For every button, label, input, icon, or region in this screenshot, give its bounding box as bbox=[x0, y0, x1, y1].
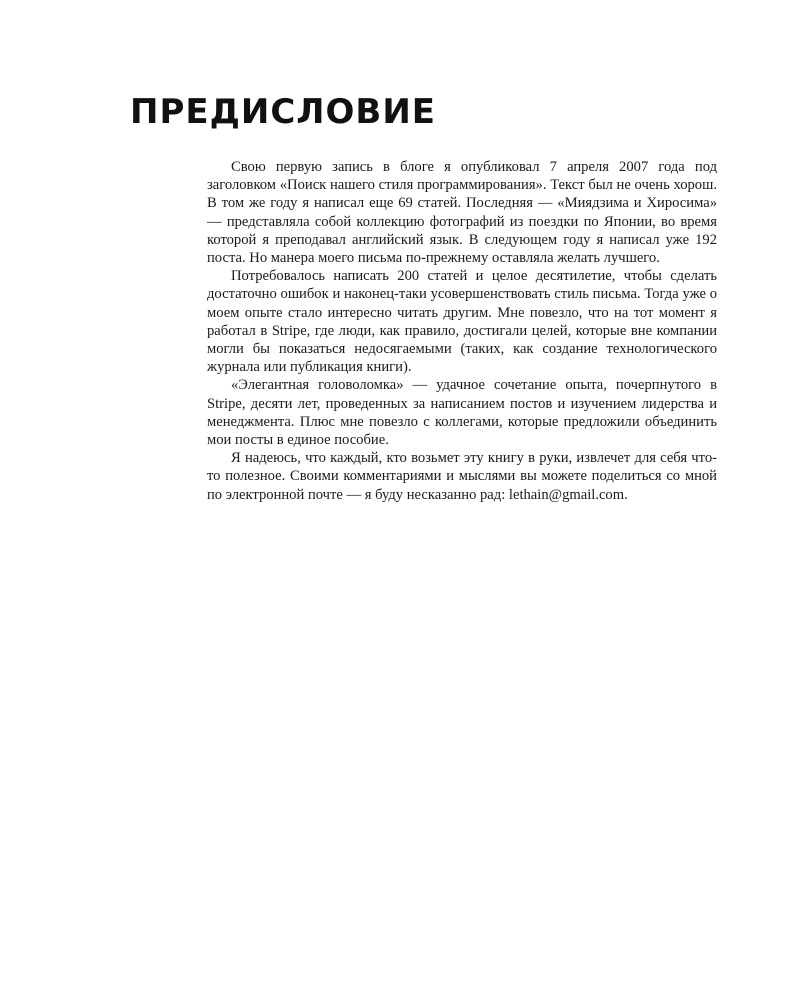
body-text bbox=[207, 158, 717, 504]
paragraph: Свою первую запись в блоге я опубликовал 7 апреля 2007 года под заголовком «Поиск нашего стиля программирования». Текст был не очень хорош. В том же году я написал еще 69 статей. Последняя — «Миядзима и Хиросима» — представляла собой коллекцию фотографий из поездки по Японии, во время которой я преподавал английский язык. В следующем году я написал уже 192 поста. Но манера моего письма по-прежнему оставляла желать лучшего. bbox=[207, 159, 717, 267]
paragraph: Я надеюсь, что каждый, кто возьмет эту книгу в руки, извлечет для себя что-то полезное. Своими комментариями и мыслями вы можете поделиться со мной по электронной почте — я буду несказанно рад: lethain@gmail.com. bbox=[207, 450, 717, 503]
page-title: ПРЕДИСЛОВИЕ bbox=[130, 92, 437, 132]
paragraph: «Элегантная головоломка» — удачное сочетание опыта, почерпнутого в Stripe, десяти лет, проведенных за написанием постов и изучением лидерства и менеджмента. Плюс мне повезло с коллегами, которые предложили объединить мои посты в единое пособие. bbox=[207, 377, 717, 449]
paragraph: Потребовалось написать 200 статей и целое десятилетие, чтобы сделать достаточно ошибок и наконец-таки усовершенствовать стиль письма. Тогда уже о моем опыте стало интересно читать другим. Мне повезло, что на тот момент я работал в Stripe, где люди, как правило, достигали целей, которые вне компании могли бы показаться недосягаемыми (таких, как создание технологического журнала или публикация книги). bbox=[207, 268, 717, 376]
